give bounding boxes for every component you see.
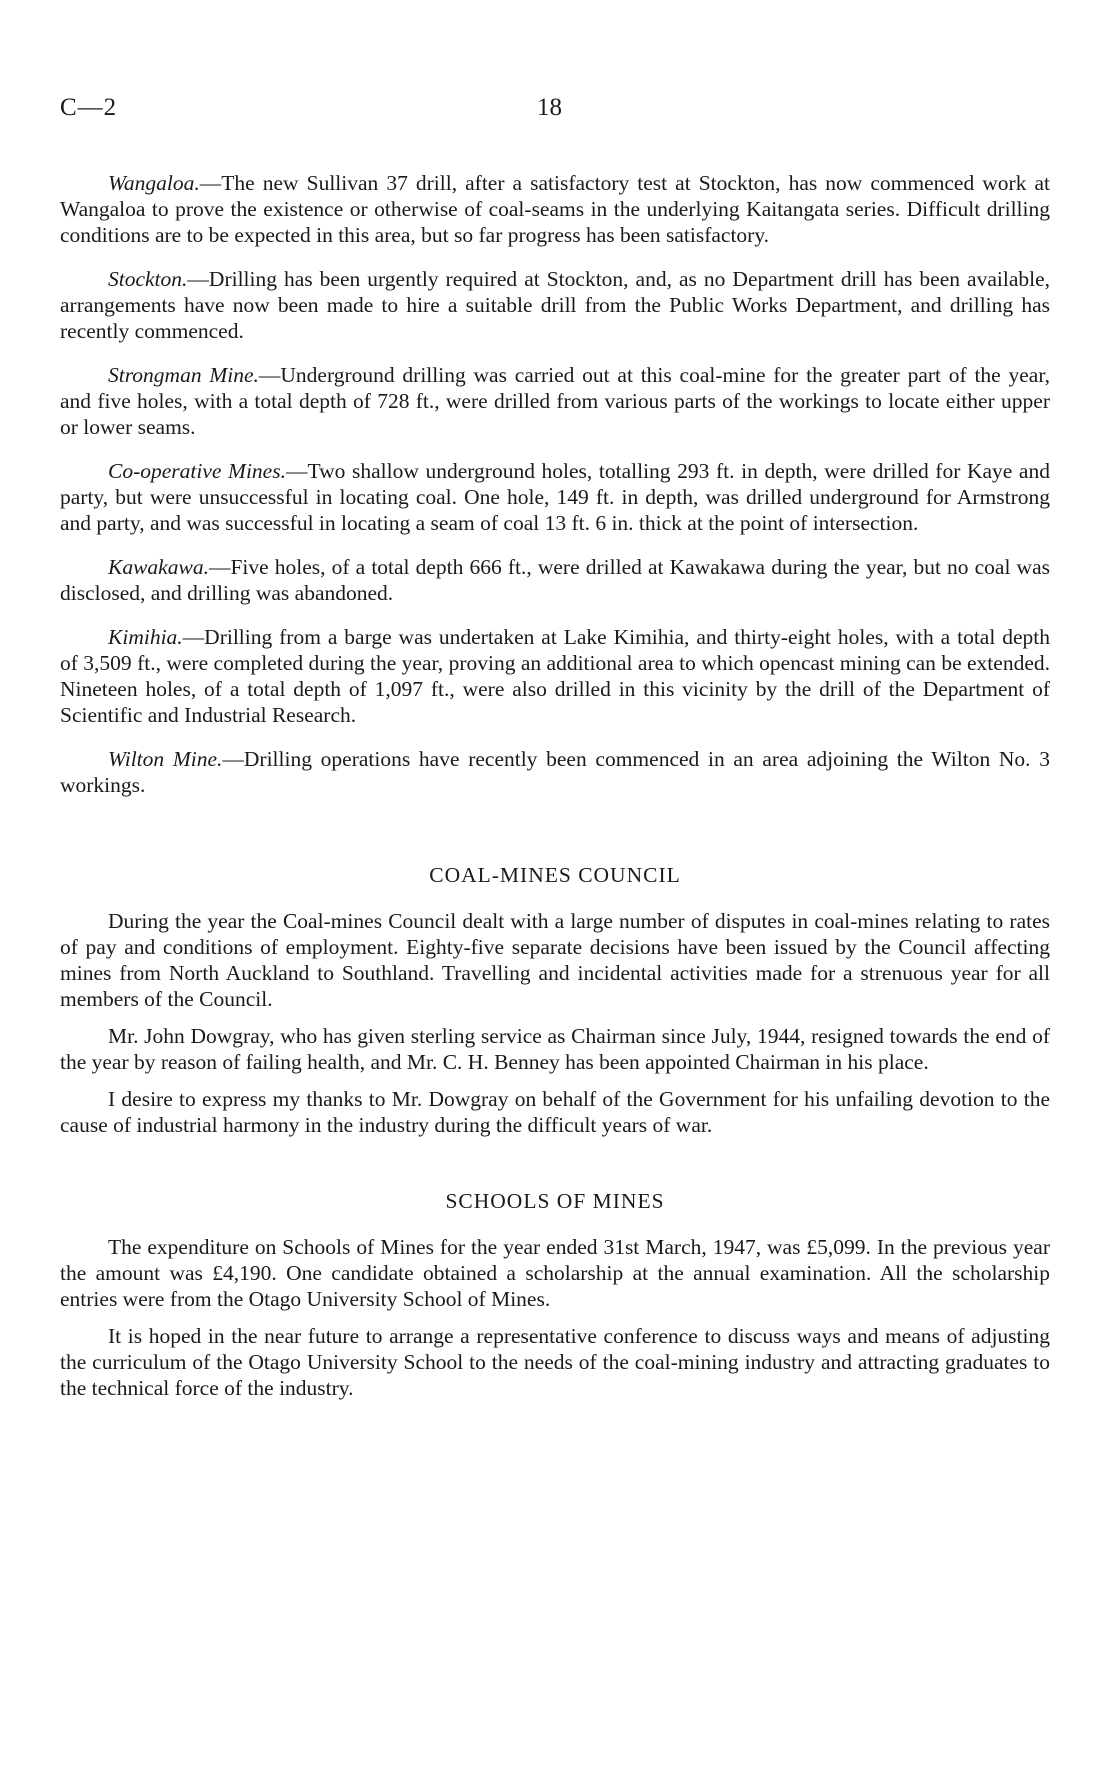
paragraph: The expenditure on Schools of Mines for the year ended 31st March, 1947, was £5,099. In the previous year the amount was £4,190. One candidate obtained a scholarship at the annual examination. All the scholarship entries were from the Otago University School of Mines. (60, 1235, 1050, 1311)
section-heading: COAL-MINES COUNCIL (429, 863, 681, 887)
paragraph-text: —Drilling operations have recently been commenced in an area adjoining the Wilton No. 3 workings. (60, 747, 1050, 797)
paragraph-text: —The new Sullivan 37 drill, after a satisfactory test at Stockton, has now commenced work at Wangaloa to prove the existence or otherwise of coal-seams in the underlying Kaitangata series. Difficult drilling conditions are to be expected in this area, but so far progress has been satisfactory. (60, 171, 1050, 247)
schools-of-mines-section (60, 1188, 1050, 1401)
paragraph-lead: Co-operative Mines. (108, 459, 286, 483)
page-number: 18 (537, 94, 562, 121)
paragraph-lead: Wangaloa. (108, 171, 200, 195)
paragraph-lead: Wilton Mine. (108, 747, 223, 771)
coal-mines-council-section (60, 862, 1050, 1138)
paragraph-lead: Kimihia. (108, 625, 183, 649)
paragraph-wilton-mine (60, 746, 1050, 798)
page-body (60, 170, 1050, 1401)
page-header (60, 94, 1050, 134)
paragraph: Mr. John Dowgray, who has given sterling service as Chairman since July, 1944, resigned towards the end of the year by reason of failing health, and Mr. C. H. Benney has been appointed Chairman in his place. (60, 1024, 1050, 1074)
paragraph-wangaloa (60, 170, 1050, 248)
document-code: C—2 (60, 94, 118, 121)
paragraph-co-operative-mines (60, 458, 1050, 536)
drilling-section (60, 170, 1050, 798)
paragraph-kawakawa (60, 554, 1050, 606)
paragraph: During the year the Coal-mines Council dealt with a large number of disputes in coal-mines relating to rates of pay and conditions of employment. Eighty-five separate decisions have been issued by the Council affecting mines from North Auckland to Southland. Travelling and incidental activities made for a strenuous year for all members of the Council. (60, 909, 1050, 1011)
paragraph: I desire to express my thanks to Mr. Dowgray on behalf of the Government for his unfailing devotion to the cause of industrial harmony in the industry during the difficult years of war. (60, 1087, 1050, 1137)
section-heading: SCHOOLS OF MINES (445, 1189, 665, 1213)
paragraph-lead: Stockton. (108, 267, 188, 291)
paragraph-text: —Two shallow underground holes, totalling 293 ft. in depth, were drilled for Kaye and party, but were unsuccessful in locating coal. One hole, 149 ft. in depth, was drilled underground for Armstrong and party, and was successful in locating a seam of coal 13 ft. 6 in. thick at the point of intersection. (60, 459, 1050, 535)
paragraph-text: —Underground drilling was carried out at this coal-mine for the greater part of the year, and five holes, with a total depth of 728 ft., were drilled from various parts of the workings to locate either upper or lower seams. (60, 363, 1051, 439)
paragraph-text: —Five holes, of a total depth 666 ft., were drilled at Kawakawa during the year, but no coal was disclosed, and drilling was abandoned. (60, 555, 1050, 605)
paragraph-lead: Strongman Mine. (108, 363, 259, 387)
paragraph-strongman-mine (60, 362, 1050, 440)
paragraph-lead: Kawakawa. (108, 555, 209, 579)
paragraph-kimihia (60, 624, 1050, 728)
paragraph-text: —Drilling from a barge was undertaken at Lake Kimihia, and thirty-eight holes, with a total depth of 3,509 ft., were completed during the year, proving an additional area to which opencast mining can be extended. Nineteen holes, of a total depth of 1,097 ft., were also drilled in this vicinity by the drill of the Department of Scientific and Industrial Research. (60, 625, 1050, 727)
paragraph-stockton (60, 266, 1050, 344)
paragraph-text: —Drilling has been urgently required at Stockton, and, as no Department drill has been available, arrangements have now been made to hire a suitable drill from the Public Works Department, and drilling has recently commenced. (60, 267, 1050, 343)
paragraph: It is hoped in the near future to arrange a representative conference to discuss ways and means of adjusting the curriculum of the Otago University School to the needs of the coal-mining industry and attracting graduates to the technical force of the industry. (60, 1324, 1050, 1400)
